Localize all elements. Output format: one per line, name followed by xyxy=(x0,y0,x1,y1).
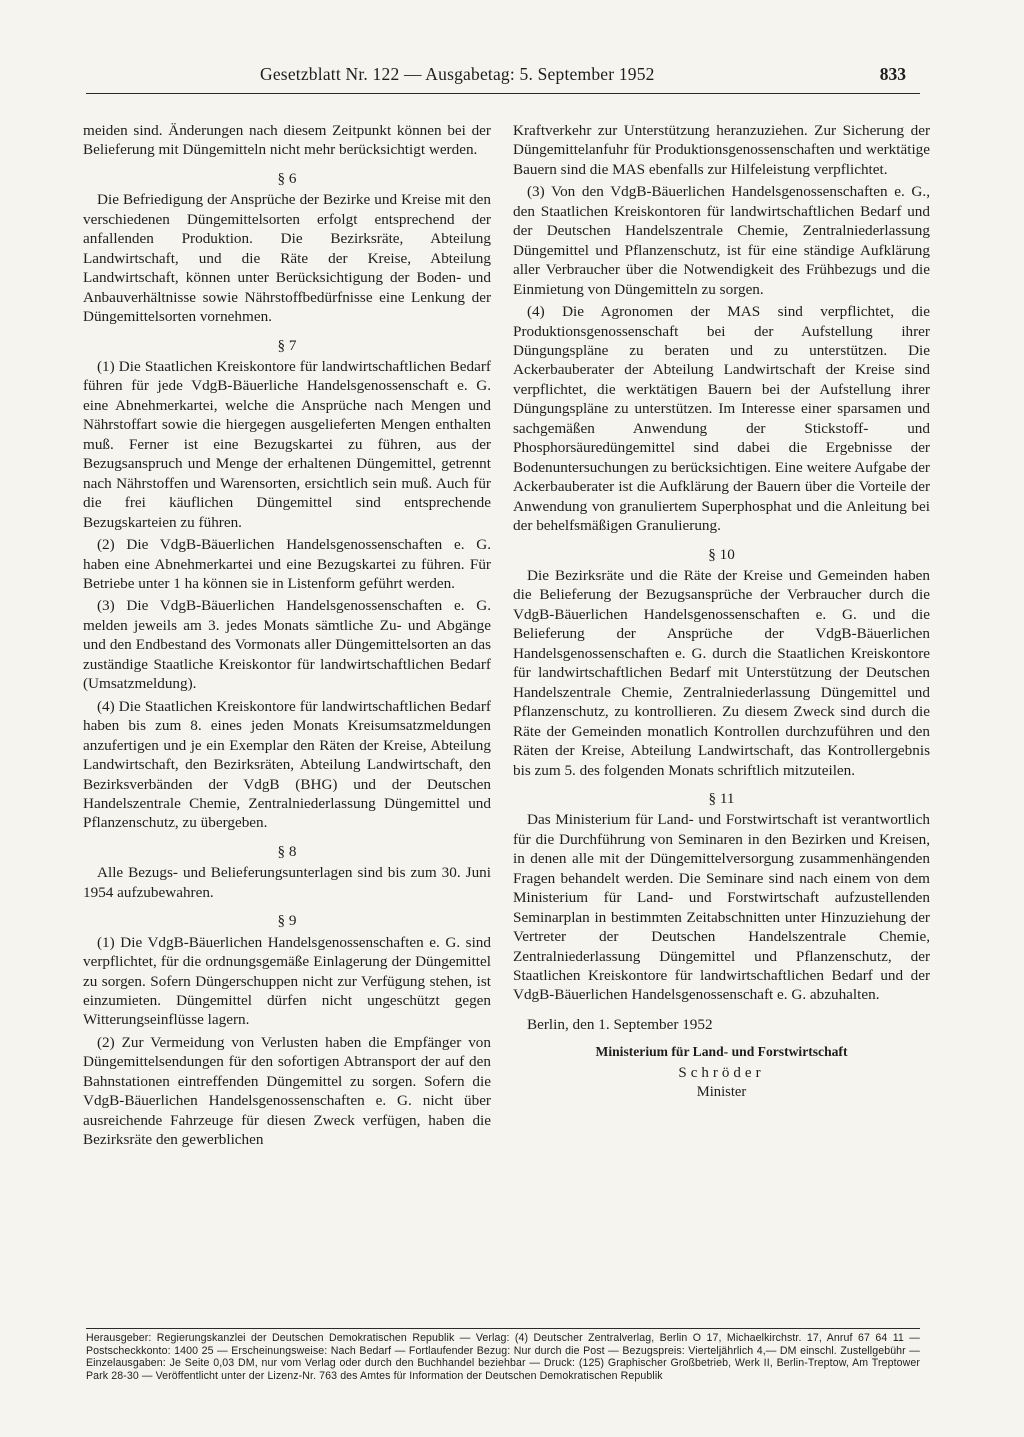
imprint-footer xyxy=(86,1328,920,1382)
section-8-heading: § 8 xyxy=(277,842,297,860)
intro-paragraph: meiden sind. Änderungen nach diesem Zeitpunkt können bei der Belieferung mit Düngemitteln nicht mehr berücksichtigt werden. xyxy=(83,122,491,159)
signature-date: Berlin, den 1. September 1952 xyxy=(527,1015,713,1033)
page-header xyxy=(86,60,920,96)
left-column xyxy=(83,121,491,1150)
imprint-text: Herausgeber: Regierungskanzlei der Deutschen Demokratischen Republik — Verlag: (4) Deutscher Zentralverlag, Berlin O 17, Michaelkirchstr. 17, Anruf 67 64 11 — Postscheckkonto: 1400 25 — Erscheinungsweise: Nach Bedarf — Fortlaufender Bezug: Nur durch die Post — Bezugspreis: Vierteljährlich 4,— DM einschl. Zustellgebühr — Einzelausgaben: Je Seite 0,03 DM, nur vom Verlag oder durch den Buchhandel beziehbar — Druck: (125) Graphischer Großbetrieb, Werk II, Berlin-Treptow, Am Treptower Park 28-30 — Veröffentlicht unter der Lizenz-Nr. 763 des Amtes für Information der Deutschen Demokratischen Republik xyxy=(86,1332,920,1382)
section-9-heading: § 9 xyxy=(277,912,297,930)
page-number: 833 xyxy=(879,64,906,84)
section-9-continuation: Kraftverkehr zur Unterstützung heranzuziehen. Zur Sicherung der Düngemittelanfuhr für Produktionsgenossenschaften und werktätige Bauern sind die MAS ebenfalls zur Hilfeleistung verpflichtet. xyxy=(513,122,930,178)
right-column xyxy=(513,121,930,1103)
section-7-paragraph-3: (3) Die VdgB-Bäuerlichen Handelsgenossenschaften e. G. melden jeweils am 3. jedes Monats sämtliche Zu- und Abgänge und den Endbestand des Vormonats aller Düngemittelsorten an das zuständige Staatliche Kreiskontor für landwirtschaftlichen Bedarf (Umsatzmeldung). xyxy=(83,597,491,693)
section-6-text: Die Befriedigung der Ansprüche der Bezirke und Kreise mit den verschiedenen Düngemittelsorten erfolgt entsprechend der anfallenden Produktion. Die Bezirksräte, Abteilung Landwirtschaft, und die Räte der Kreise, Abteilung Landwirtschaft, können unter Berücksichtigung der Boden- und Anbauverhältnisse sowie Nährstoffbedürfnisse eine Lenkung der Düngemittelsorten vornehmen. xyxy=(83,191,491,326)
header-rule xyxy=(86,93,920,94)
section-9-paragraph-4: (4) Die Agronomen der MAS sind verpflichtet, die Produktionsgenossenschaft bei der Aufstellung ihrer Düngungspläne zu beraten und zu unterstützen. Die Ackerbauberater der Abteilung Landwirtschaft der Kreise sind verpflichtet, die werktätigen Bauern bei der Aufstellung ihrer Düngungspläne zu unterstützen. Im Interesse einer sparsamen und sachgemäßen Anwendung der Stickstoff- und Phosphorsäuredüngemittel sind dabei die Ergebnisse der Bodenuntersuchungen zu berücksichtigen. Eine weitere Aufgabe der Ackerbauberater ist die Aufklärung der Bauern über die Vorteile der Anwendung von granuliertem Superphosphat und die Anleitung bei der behelfsmäßigen Granulierung. xyxy=(513,303,930,535)
section-11-heading: § 11 xyxy=(708,789,735,807)
gazette-title: Gesetzblatt Nr. 122 — Ausgabetag: 5. September 1952 xyxy=(260,64,655,84)
signature-name: Schröder xyxy=(678,1064,765,1081)
section-9-paragraph-2: (2) Zur Vermeidung von Verlusten haben die Empfänger von Düngemittelsendungen für den sofortigen Abtransport der auf den Bahnstationen eintreffenden Düngemittel zu sorgen. Sofern die VdgB-Bäuerlichen Handelsgenossenschaften e. G. nicht über ausreichende Fahrzeuge für diesen Zweck verfügen, haben die Bezirksräte den gewerblichen xyxy=(83,1033,491,1149)
section-11-text: Das Ministerium für Land- und Forstwirtschaft ist verantwortlich für die Durchführung von Seminaren in den Bezirken und Kreisen, in denen alle mit der Düngemittelversorgung zusammenhängenden Fragen behandelt werden. Die Seminare sind nach einem von dem Ministerium für Land- und Forstwirtschaft aufzustellenden Seminarplan in bestimmten Zeitabschnitten unter Hinzuziehung der Vertreter der Deutschen Handelszentrale Chemie, Zentralniederlassung Düngemittel und Pflanzenschutz, der Staatlichen Kreiskontore für landwirtschaftlichen Bedarf und der VdgB-Bäuerlichen Handelsgenossenschaft e. G. abzuhalten. xyxy=(513,811,930,1004)
section-8-text: Alle Bezugs- und Belieferungsunterlagen sind bis zum 30. Juni 1954 aufzubewahren. xyxy=(83,864,491,901)
section-7-heading: § 7 xyxy=(277,336,297,354)
section-9-paragraph-3: (3) Von den VdgB-Bäuerlichen Handelsgenossenschaften e. G., den Staatlichen Kreiskontoren für landwirtschaftlichen Bedarf und der Deutschen Handelszentrale Chemie, Zentralniederlassung Düngemittel und Pflanzenschutz, ist für eine ständige Aufklärung aller Verbraucher über die Notwendigkeit des Frühbezugs und die Einmietung von Düngemitteln zu sorgen. xyxy=(513,183,930,298)
section-10-heading: § 10 xyxy=(708,545,735,563)
signature-institution: Ministerium für Land- und Forstwirtschaft xyxy=(595,1044,848,1060)
section-7-paragraph-1: (1) Die Staatlichen Kreiskontore für landwirtschaftlichen Bedarf führen für jede VdgB-Bäuerliche Handelsgenossenschaft e. G. eine Abnehmerkartei, welche die Ansprüche nach Mengen und Nährstoffart sowie die hiergegen ausgelieferten Mengen enthalten muß. Ferner ist eine Bezugskartei zu führen, aus der Bezugsanspruch und Menge der erhaltenen Düngemittel, getrennt nach Nährstoffen und Warensorten, ersichtlich sein muß. Auch für die frei käuflichen Düngemittel sind entsprechende Bezugskarteien zu führen. xyxy=(83,357,491,531)
section-9-paragraph-1: (1) Die VdgB-Bäuerlichen Handelsgenossenschaften e. G. sind verpflichtet, für die ordnungsgemäße Einlagerung der Düngemittel zu sorgen. Sofern Düngerschuppen nicht zur Verfügung stehen, ist einzumieten. Düngemittel dürfen nicht ungeschützt gegen Witterungseinflüsse lagern. xyxy=(83,933,491,1029)
section-7-paragraph-4: (4) Die Staatlichen Kreiskontore für landwirtschaftlichen Bedarf haben bis zum 8. eines jeden Monats Kreisumsatzmeldungen anzufertigen und je ein Exemplar den Räten der Kreise, Abteilung Landwirtschaft, den Bezirksräten, Abteilung Landwirtschaft, den Bezirksverbänden der VdgB (BHG) und der Deutschen Handelszentrale Chemie, Zentralniederlassung Düngemittel und Pflanzenschutz, zu übergeben. xyxy=(83,697,491,832)
section-10-text: Die Bezirksräte und die Räte der Kreise und Gemeinden haben die Belieferung der Bezugsansprüche der Verbraucher durch die VdgB-Bäuerlichen Handelsgenossenschaften e. G. und die Belieferung der Ansprüche der VdgB-Bäuerlichen Handelsgenossenschaften e. G. durch die Staatlichen Kreiskontore für landwirtschaftlichen Bedarf mit Unterstützung der Deutschen Handelszentrale Chemie, Zentralniederlassung Düngemittel und Pflanzenschutz, zu kontrollieren. Zu diesem Zweck sind durch die Räte der Gemeinden monatlich Kontrollen durchzuführen und den Räten der Kreise, Abteilung Landwirtschaft, das Kontrollergebnis bis zum 5. des folgenden Monats schriftlich mitzuteilen. xyxy=(513,566,930,779)
section-7-paragraph-2: (2) Die VdgB-Bäuerlichen Handelsgenossenschaften e. G. haben eine Abnehmerkartei und eine Bezugskartei zu führen. Für Betriebe unter 1 ha können sie in Listenform geführt werden. xyxy=(83,536,491,592)
signature-role: Minister xyxy=(696,1084,747,1101)
section-6-heading: § 6 xyxy=(277,169,297,187)
